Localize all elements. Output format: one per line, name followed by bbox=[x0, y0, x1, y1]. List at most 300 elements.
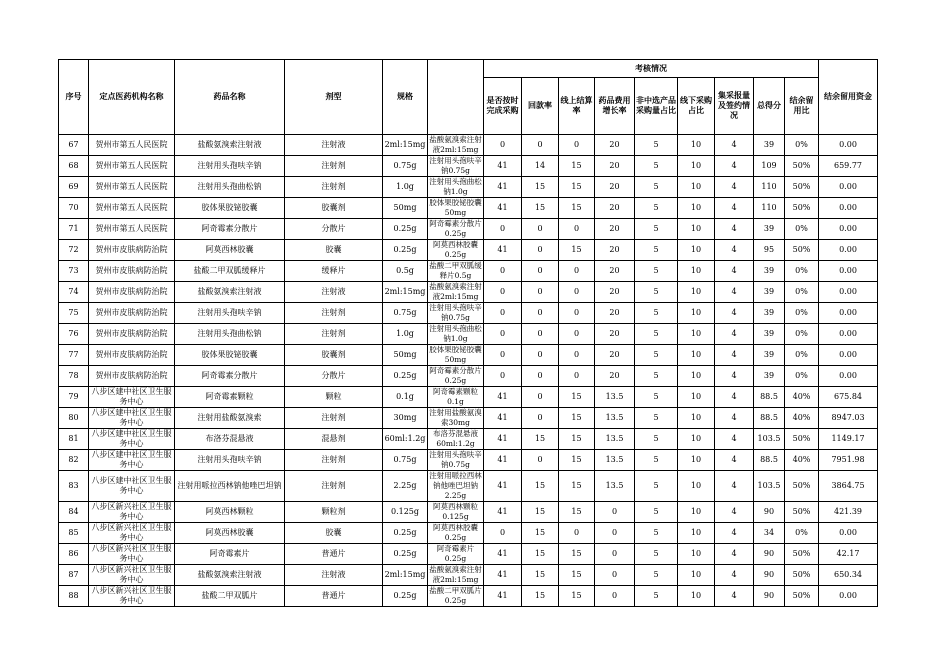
cell-form: 缓释片 bbox=[285, 261, 383, 282]
cell-retention-ratio: 0% bbox=[785, 345, 819, 366]
cell-drug: 注射用盐酸氨溴索 bbox=[175, 408, 285, 429]
header-retention-ratio: 结余留用比 bbox=[785, 78, 819, 135]
cell-spec: 50mg bbox=[383, 198, 428, 219]
table-row bbox=[59, 282, 878, 303]
cell-retention-ratio: 40% bbox=[785, 387, 819, 408]
table-row bbox=[59, 240, 878, 261]
cell-payment-rate: 15 bbox=[522, 429, 559, 450]
cell-payment-rate: 15 bbox=[522, 565, 559, 586]
cell-online-settlement: 0 bbox=[559, 219, 595, 240]
cell-fund: 0.00 bbox=[819, 135, 878, 156]
cell-volume-signing: 4 bbox=[715, 387, 754, 408]
cell-cost-growth: 13.5 bbox=[595, 387, 635, 408]
cell-payment-rate: 15 bbox=[522, 544, 559, 565]
cell-form: 普通片 bbox=[285, 544, 383, 565]
cell-seq: 85 bbox=[59, 523, 89, 544]
cell-fund: 1149.17 bbox=[819, 429, 878, 450]
cell-institution: 八步区新兴社区卫生服务中心 bbox=[89, 502, 175, 523]
table-row bbox=[59, 324, 878, 345]
header-row-group bbox=[59, 60, 878, 78]
cell-institution: 贺州市皮肤病防治院 bbox=[89, 282, 175, 303]
cell-non-selected-share: 5 bbox=[635, 586, 678, 607]
cell-volume-signing: 4 bbox=[715, 219, 754, 240]
cell-offline-share: 10 bbox=[678, 219, 715, 240]
cell-form: 胶囊剂 bbox=[285, 345, 383, 366]
cell-institution: 贺州市皮肤病防治院 bbox=[89, 345, 175, 366]
cell-drug: 阿奇霉素片 bbox=[175, 544, 285, 565]
cell-drug: 布洛芬混悬液 bbox=[175, 429, 285, 450]
cell-total-score: 39 bbox=[754, 324, 785, 345]
cell-payment-rate: 15 bbox=[522, 523, 559, 544]
cell-online-settlement: 15 bbox=[559, 177, 595, 198]
cell-combo: 盐酸氨溴索注射液2ml:15mg bbox=[429, 565, 482, 584]
cell-online-settlement: 15 bbox=[559, 387, 595, 408]
cell-seq: 69 bbox=[59, 177, 89, 198]
cell-retention-ratio: 50% bbox=[785, 471, 819, 502]
cell-form: 注射液 bbox=[285, 282, 383, 303]
cell-volume-signing: 4 bbox=[715, 523, 754, 544]
cell-combo: 胶体果胶铋胶囊50mg bbox=[429, 198, 482, 217]
cell-spec: 0.25g bbox=[383, 544, 428, 565]
cell-retention-ratio: 0% bbox=[785, 282, 819, 303]
cell-retention-ratio: 50% bbox=[785, 240, 819, 261]
cell-offline-share: 10 bbox=[678, 502, 715, 523]
cell-cost-growth: 20 bbox=[595, 261, 635, 282]
cell-spec: 0.25g bbox=[383, 240, 428, 261]
cell-institution: 贺州市第五人民医院 bbox=[89, 177, 175, 198]
cell-total-score: 90 bbox=[754, 502, 785, 523]
cell-volume-signing: 4 bbox=[715, 502, 754, 523]
cell-spec: 2ml:15mg bbox=[383, 565, 428, 586]
cell-seq: 84 bbox=[59, 502, 89, 523]
cell-volume-signing: 4 bbox=[715, 198, 754, 219]
table-row bbox=[59, 366, 878, 387]
cell-seq: 78 bbox=[59, 366, 89, 387]
cell-on-time: 0 bbox=[484, 261, 522, 282]
cell-offline-share: 10 bbox=[678, 282, 715, 303]
cell-form: 颗粒 bbox=[285, 387, 383, 408]
cell-combo: 注射用头孢呋辛钠0.75g bbox=[429, 450, 482, 469]
header-volume-signing: 集采报量及签约情况 bbox=[715, 78, 754, 135]
cell-payment-rate: 0 bbox=[522, 261, 559, 282]
cell-online-settlement: 15 bbox=[559, 408, 595, 429]
cell-institution: 贺州市皮肤病防治院 bbox=[89, 240, 175, 261]
cell-payment-rate: 0 bbox=[522, 345, 559, 366]
cell-combo: 注射用盐酸氨溴索30mg bbox=[429, 408, 482, 427]
cell-on-time: 41 bbox=[484, 450, 522, 471]
cell-spec: 0.1g bbox=[383, 387, 428, 408]
cell-cost-growth: 13.5 bbox=[595, 450, 635, 471]
cell-seq: 73 bbox=[59, 261, 89, 282]
header-seq: 序号 bbox=[59, 60, 89, 135]
cell-fund: 0.00 bbox=[819, 523, 878, 544]
cell-total-score: 103.5 bbox=[754, 429, 785, 450]
cell-cost-growth: 20 bbox=[595, 282, 635, 303]
cell-payment-rate: 0 bbox=[522, 366, 559, 387]
cell-offline-share: 10 bbox=[678, 366, 715, 387]
table-row bbox=[59, 429, 878, 450]
cell-fund: 0.00 bbox=[819, 303, 878, 324]
cell-offline-share: 10 bbox=[678, 565, 715, 586]
cell-non-selected-share: 5 bbox=[635, 303, 678, 324]
cell-payment-rate: 0 bbox=[522, 135, 559, 156]
table-row bbox=[59, 523, 878, 544]
cell-form: 胶囊 bbox=[285, 523, 383, 544]
cell-retention-ratio: 0% bbox=[785, 324, 819, 345]
cell-volume-signing: 4 bbox=[715, 366, 754, 387]
cell-online-settlement: 0 bbox=[559, 282, 595, 303]
header-cost-growth: 药品费用增长率 bbox=[595, 78, 635, 135]
cell-combo: 阿奇霉素颗粒0.1g bbox=[428, 387, 484, 408]
cell-institution: 贺州市皮肤病防治院 bbox=[89, 324, 175, 345]
cell-form: 注射剂 bbox=[285, 156, 383, 177]
cell-spec: 0.75g bbox=[383, 156, 428, 177]
cell-offline-share: 10 bbox=[678, 450, 715, 471]
cell-cost-growth: 13.5 bbox=[595, 471, 635, 502]
cell-institution: 八步区新兴社区卫生服务中心 bbox=[89, 523, 175, 544]
cell-online-settlement: 15 bbox=[559, 450, 595, 471]
cell-drug: 胶体果胶铋胶囊 bbox=[175, 345, 285, 366]
cell-institution: 八步区建中社区卫生服务中心 bbox=[89, 471, 175, 502]
cell-on-time: 41 bbox=[484, 565, 522, 586]
cell-non-selected-share: 5 bbox=[635, 565, 678, 586]
header-payment-rate: 回款率 bbox=[522, 78, 559, 135]
cell-on-time: 0 bbox=[484, 345, 522, 366]
cell-non-selected-share: 5 bbox=[635, 240, 678, 261]
cell-drug: 注射用头孢曲松钠 bbox=[175, 177, 285, 198]
cell-offline-share: 10 bbox=[678, 324, 715, 345]
cell-offline-share: 10 bbox=[678, 586, 715, 607]
cell-institution: 贺州市皮肤病防治院 bbox=[89, 261, 175, 282]
cell-volume-signing: 4 bbox=[715, 303, 754, 324]
cell-cost-growth: 0 bbox=[595, 586, 635, 607]
cell-payment-rate: 0 bbox=[522, 219, 559, 240]
cell-offline-share: 10 bbox=[678, 408, 715, 429]
cell-spec: 0.25g bbox=[383, 586, 428, 607]
cell-spec: 1.0g bbox=[383, 324, 428, 345]
cell-institution: 八步区新兴社区卫生服务中心 bbox=[89, 544, 175, 565]
cell-combo: 阿奇霉素分散片0.25g bbox=[429, 366, 482, 385]
cell-payment-rate: 0 bbox=[522, 450, 559, 471]
cell-combo: 盐酸二甲双胍缓释片0.5g bbox=[429, 261, 482, 280]
cell-total-score: 90 bbox=[754, 586, 785, 607]
cell-cost-growth: 0 bbox=[595, 565, 635, 586]
cell-cost-growth: 20 bbox=[595, 135, 635, 156]
cell-seq: 80 bbox=[59, 408, 89, 429]
cell-non-selected-share: 5 bbox=[635, 366, 678, 387]
cell-institution: 八步区新兴社区卫生服务中心 bbox=[89, 565, 175, 586]
cell-non-selected-share: 5 bbox=[635, 324, 678, 345]
cell-non-selected-share: 5 bbox=[635, 471, 678, 502]
cell-institution: 八步区建中社区卫生服务中心 bbox=[89, 450, 175, 471]
cell-online-settlement: 15 bbox=[559, 429, 595, 450]
cell-cost-growth: 20 bbox=[595, 219, 635, 240]
cell-volume-signing: 4 bbox=[715, 135, 754, 156]
table-row bbox=[59, 586, 878, 607]
cell-seq: 68 bbox=[59, 156, 89, 177]
cell-drug: 阿奇霉素分散片 bbox=[175, 366, 285, 387]
cell-retention-ratio: 50% bbox=[785, 177, 819, 198]
cell-seq: 81 bbox=[59, 429, 89, 450]
cell-online-settlement: 0 bbox=[559, 345, 595, 366]
cell-offline-share: 10 bbox=[678, 387, 715, 408]
cell-online-settlement: 15 bbox=[559, 565, 595, 586]
table-row bbox=[59, 544, 878, 565]
cell-spec: 0.5g bbox=[383, 261, 428, 282]
cell-total-score: 103.5 bbox=[754, 471, 785, 502]
cell-volume-signing: 4 bbox=[715, 156, 754, 177]
cell-spec: 0.75g bbox=[383, 303, 428, 324]
cell-combo: 注射用头孢曲松钠1.0g bbox=[429, 177, 482, 196]
cell-drug: 盐酸氨溴索注射液 bbox=[175, 282, 285, 303]
cell-combo: 盐酸氨溴索注射液2ml:15mg bbox=[429, 135, 482, 154]
cell-combo: 阿莫西林颗粒0.125g bbox=[428, 502, 484, 523]
cell-total-score: 39 bbox=[754, 282, 785, 303]
cell-non-selected-share: 5 bbox=[635, 523, 678, 544]
cell-non-selected-share: 5 bbox=[635, 450, 678, 471]
cell-drug: 注射用哌拉西林钠他唑巴坦钠 bbox=[175, 471, 285, 502]
cell-volume-signing: 4 bbox=[715, 177, 754, 198]
cell-total-score: 39 bbox=[754, 303, 785, 324]
cell-offline-share: 10 bbox=[678, 303, 715, 324]
cell-combo: 注射用头孢呋辛钠0.75g bbox=[429, 303, 482, 322]
cell-on-time: 41 bbox=[484, 156, 522, 177]
cell-on-time: 0 bbox=[484, 303, 522, 324]
cell-institution: 八步区建中社区卫生服务中心 bbox=[89, 387, 175, 408]
cell-offline-share: 10 bbox=[678, 544, 715, 565]
header-total-score: 总得分 bbox=[754, 78, 785, 135]
cell-retention-ratio: 40% bbox=[785, 450, 819, 471]
cell-total-score: 90 bbox=[754, 565, 785, 586]
cell-cost-growth: 0 bbox=[595, 502, 635, 523]
cell-volume-signing: 4 bbox=[715, 429, 754, 450]
cell-spec: 0.25g bbox=[383, 219, 428, 240]
cell-on-time: 41 bbox=[484, 177, 522, 198]
cell-institution: 八步区建中社区卫生服务中心 bbox=[89, 408, 175, 429]
cell-non-selected-share: 5 bbox=[635, 429, 678, 450]
cell-fund: 0.00 bbox=[819, 261, 878, 282]
cell-fund: 0.00 bbox=[819, 366, 878, 387]
header-assessment-group: 考核情况 bbox=[484, 60, 819, 78]
cell-fund: 0.00 bbox=[819, 586, 878, 607]
cell-volume-signing: 4 bbox=[715, 240, 754, 261]
cell-drug: 盐酸氨溴索注射液 bbox=[175, 565, 285, 586]
cell-volume-signing: 4 bbox=[715, 324, 754, 345]
cell-spec: 0.75g bbox=[383, 450, 428, 471]
cell-online-settlement: 0 bbox=[559, 324, 595, 345]
cell-volume-signing: 4 bbox=[715, 565, 754, 586]
cell-payment-rate: 15 bbox=[522, 177, 559, 198]
cell-on-time: 41 bbox=[484, 198, 522, 219]
cell-form: 胶囊剂 bbox=[285, 198, 383, 219]
cell-retention-ratio: 0% bbox=[785, 261, 819, 282]
cell-spec: 60ml:1.2g bbox=[383, 429, 428, 450]
cell-fund: 421.39 bbox=[819, 502, 878, 523]
cell-spec: 1.0g bbox=[383, 177, 428, 198]
table-row bbox=[59, 450, 878, 471]
cell-non-selected-share: 5 bbox=[635, 345, 678, 366]
cell-total-score: 39 bbox=[754, 261, 785, 282]
cell-total-score: 110 bbox=[754, 198, 785, 219]
cell-non-selected-share: 5 bbox=[635, 282, 678, 303]
cell-spec: 2ml:15mg bbox=[383, 282, 428, 303]
table-row bbox=[59, 198, 878, 219]
cell-online-settlement: 15 bbox=[559, 198, 595, 219]
cell-payment-rate: 0 bbox=[522, 282, 559, 303]
cell-non-selected-share: 5 bbox=[635, 198, 678, 219]
cell-fund: 7951.98 bbox=[819, 450, 878, 471]
cell-fund: 0.00 bbox=[819, 240, 878, 261]
cell-fund: 0.00 bbox=[819, 219, 878, 240]
cell-volume-signing: 4 bbox=[715, 282, 754, 303]
cell-cost-growth: 20 bbox=[595, 366, 635, 387]
cell-form: 注射液 bbox=[285, 565, 383, 586]
cell-institution: 贺州市皮肤病防治院 bbox=[89, 303, 175, 324]
cell-seq: 82 bbox=[59, 450, 89, 471]
cell-offline-share: 10 bbox=[678, 429, 715, 450]
header-institution: 定点医药机构名称 bbox=[89, 60, 175, 135]
table-row bbox=[59, 135, 878, 156]
cell-offline-share: 10 bbox=[678, 471, 715, 502]
cell-on-time: 41 bbox=[484, 387, 522, 408]
cell-on-time: 41 bbox=[484, 586, 522, 607]
cell-retention-ratio: 50% bbox=[785, 429, 819, 450]
cell-fund: 42.17 bbox=[819, 544, 878, 565]
cell-cost-growth: 20 bbox=[595, 177, 635, 198]
cell-institution: 贺州市第五人民医院 bbox=[89, 219, 175, 240]
cell-on-time: 41 bbox=[484, 240, 522, 261]
cell-payment-rate: 15 bbox=[522, 586, 559, 607]
cell-cost-growth: 20 bbox=[595, 198, 635, 219]
cell-retention-ratio: 50% bbox=[785, 544, 819, 565]
cell-combo: 布洛芬混悬液60ml:1.2g bbox=[428, 429, 484, 450]
cell-offline-share: 10 bbox=[678, 135, 715, 156]
cell-drug: 盐酸二甲双胍缓释片 bbox=[175, 261, 285, 282]
cell-retention-ratio: 40% bbox=[785, 408, 819, 429]
cell-institution: 贺州市第五人民医院 bbox=[89, 198, 175, 219]
cell-total-score: 39 bbox=[754, 366, 785, 387]
cell-payment-rate: 0 bbox=[522, 387, 559, 408]
cell-drug: 阿莫西林颗粒 bbox=[175, 502, 285, 523]
cell-online-settlement: 15 bbox=[559, 586, 595, 607]
header-fund: 结余留用资金 bbox=[819, 60, 878, 135]
header-form: 剂型 bbox=[285, 60, 383, 135]
cell-combo: 阿奇霉素分散片0.25g bbox=[429, 219, 482, 238]
cell-spec: 2ml:15mg bbox=[383, 135, 428, 156]
cell-cost-growth: 13.5 bbox=[595, 408, 635, 429]
cell-total-score: 95 bbox=[754, 240, 785, 261]
cell-seq: 86 bbox=[59, 544, 89, 565]
cell-form: 注射液 bbox=[285, 135, 383, 156]
cell-cost-growth: 20 bbox=[595, 303, 635, 324]
settlement-table bbox=[58, 59, 878, 607]
cell-on-time: 41 bbox=[484, 502, 522, 523]
cell-total-score: 39 bbox=[754, 345, 785, 366]
cell-payment-rate: 0 bbox=[522, 408, 559, 429]
cell-combo: 阿莫西林胶囊0.25g bbox=[428, 240, 484, 261]
cell-drug: 阿奇霉素颗粒 bbox=[175, 387, 285, 408]
cell-online-settlement: 15 bbox=[559, 544, 595, 565]
cell-seq: 74 bbox=[59, 282, 89, 303]
cell-non-selected-share: 5 bbox=[635, 387, 678, 408]
cell-retention-ratio: 50% bbox=[785, 198, 819, 219]
cell-drug: 阿奇霉素分散片 bbox=[175, 219, 285, 240]
table-row bbox=[59, 387, 878, 408]
cell-combo: 阿莫西林胶囊0.25g bbox=[428, 523, 484, 544]
cell-combo: 注射用头孢曲松钠1.0g bbox=[429, 324, 482, 343]
cell-cost-growth: 0 bbox=[595, 544, 635, 565]
cell-retention-ratio: 50% bbox=[785, 586, 819, 607]
cell-non-selected-share: 5 bbox=[635, 408, 678, 429]
cell-volume-signing: 4 bbox=[715, 261, 754, 282]
cell-total-score: 110 bbox=[754, 177, 785, 198]
cell-spec: 2.25g bbox=[383, 471, 428, 502]
cell-form: 注射剂 bbox=[285, 450, 383, 471]
cell-seq: 67 bbox=[59, 135, 89, 156]
header-non-selected-share: 非中选产品采购量占比 bbox=[635, 78, 678, 135]
cell-drug: 阿莫西林胶囊 bbox=[175, 523, 285, 544]
cell-combo: 胶体果胶铋胶囊50mg bbox=[429, 345, 482, 364]
table-row bbox=[59, 471, 878, 502]
cell-form: 注射剂 bbox=[285, 408, 383, 429]
table-row bbox=[59, 408, 878, 429]
cell-seq: 77 bbox=[59, 345, 89, 366]
cell-non-selected-share: 5 bbox=[635, 135, 678, 156]
cell-online-settlement: 0 bbox=[559, 135, 595, 156]
cell-institution: 贺州市皮肤病防治院 bbox=[89, 366, 175, 387]
cell-fund: 3864.75 bbox=[819, 471, 878, 502]
cell-non-selected-share: 5 bbox=[635, 177, 678, 198]
cell-payment-rate: 0 bbox=[522, 240, 559, 261]
cell-combo: 注射用哌拉西林钠他唑巴坦钠2.25g bbox=[429, 471, 482, 500]
cell-fund: 659.77 bbox=[819, 156, 878, 177]
cell-seq: 76 bbox=[59, 324, 89, 345]
table-row bbox=[59, 219, 878, 240]
cell-drug: 盐酸氨溴索注射液 bbox=[175, 135, 285, 156]
cell-drug: 注射用头孢曲松钠 bbox=[175, 324, 285, 345]
cell-retention-ratio: 0% bbox=[785, 303, 819, 324]
cell-seq: 87 bbox=[59, 565, 89, 586]
cell-non-selected-share: 5 bbox=[635, 502, 678, 523]
cell-form: 分散片 bbox=[285, 219, 383, 240]
cell-non-selected-share: 5 bbox=[635, 261, 678, 282]
cell-form: 普通片 bbox=[285, 586, 383, 607]
cell-on-time: 0 bbox=[484, 219, 522, 240]
cell-total-score: 39 bbox=[754, 135, 785, 156]
cell-seq: 83 bbox=[59, 471, 89, 502]
cell-fund: 0.00 bbox=[819, 177, 878, 198]
cell-volume-signing: 4 bbox=[715, 586, 754, 607]
table-row bbox=[59, 565, 878, 586]
cell-seq: 75 bbox=[59, 303, 89, 324]
cell-on-time: 0 bbox=[484, 135, 522, 156]
table-row bbox=[59, 177, 878, 198]
cell-cost-growth: 13.5 bbox=[595, 429, 635, 450]
table-body bbox=[59, 135, 878, 607]
cell-total-score: 34 bbox=[754, 523, 785, 544]
cell-retention-ratio: 50% bbox=[785, 156, 819, 177]
cell-combo: 盐酸二甲双胍片0.25g bbox=[429, 586, 482, 605]
cell-spec: 30mg bbox=[383, 408, 428, 429]
cell-offline-share: 10 bbox=[678, 345, 715, 366]
cell-online-settlement: 0 bbox=[559, 523, 595, 544]
cell-on-time: 0 bbox=[484, 324, 522, 345]
cell-fund: 8947.03 bbox=[819, 408, 878, 429]
cell-fund: 0.00 bbox=[819, 345, 878, 366]
cell-total-score: 88.5 bbox=[754, 408, 785, 429]
cell-fund: 0.00 bbox=[819, 198, 878, 219]
cell-spec: 0.25g bbox=[383, 366, 428, 387]
